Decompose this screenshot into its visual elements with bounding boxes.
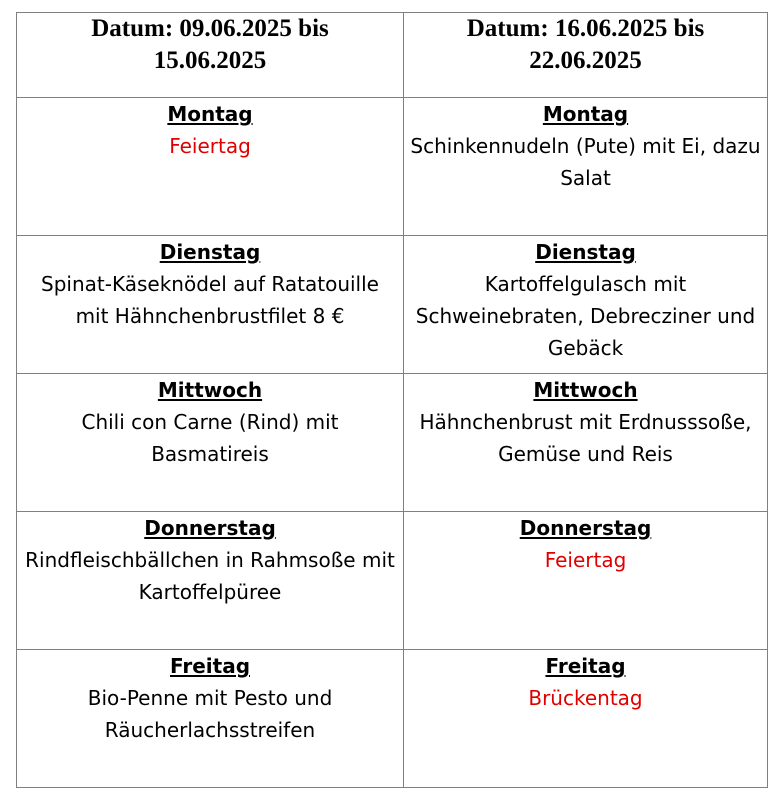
week-2-friday-cell (404, 650, 768, 788)
week-2-monday-cell (404, 98, 768, 236)
day-name: Freitag (169, 654, 251, 678)
week-1-tuesday-cell (17, 236, 404, 374)
day-name: Mittwoch (157, 378, 263, 402)
dish-text: Kartoffelgulasch mit Schweinebraten, Debrecziner und Gebäck (415, 272, 756, 360)
week-1-friday-cell (17, 650, 404, 788)
dish-text: Spinat-Käseknödel auf Ratatouille mit Hähnchenbrustfilet 8 € (41, 272, 379, 328)
day-name: Donnerstag (144, 516, 276, 540)
dish-text: Brückentag (528, 686, 643, 710)
dish-text: Feiertag (544, 548, 627, 572)
dish-text: Hähnchenbrust mit Erdnusssoße, Gemüse und Reis (419, 410, 752, 466)
day-name: Dienstag (159, 240, 261, 264)
weekly-menu-table (16, 12, 768, 788)
dish-text: Feiertag (169, 134, 251, 158)
week-2-wednesday-cell (404, 374, 768, 512)
day-name: Donnerstag (519, 516, 652, 540)
day-row-tuesday (17, 236, 768, 374)
week-2-header-line1: Datum: 16.06.2025 bis (466, 15, 705, 42)
week-2-tuesday-cell (404, 236, 768, 374)
dish-text: Schinkennudeln (Pute) mit Ei, dazu Salat (410, 134, 761, 190)
week-1-thursday-cell (17, 512, 404, 650)
week-1-header-line2: 15.06.2025 (153, 47, 267, 74)
day-row-wednesday (17, 374, 768, 512)
week-1-monday-cell (17, 98, 404, 236)
week-1-header (17, 13, 404, 98)
dish-text: Rindfleischbällchen in Rahmsoße mit Kartoffelpüree (25, 548, 395, 604)
week-2-thursday-cell (404, 512, 768, 650)
header-row (17, 13, 768, 98)
week-2-header (404, 13, 768, 98)
day-name: Mittwoch (533, 378, 638, 402)
day-row-friday (17, 650, 768, 788)
day-row-thursday (17, 512, 768, 650)
dish-text: Chili con Carne (Rind) mit Basmatireis (81, 410, 339, 466)
day-name: Dienstag (535, 240, 636, 264)
week-1-wednesday-cell (17, 374, 404, 512)
day-row-monday (17, 98, 768, 236)
dish-text: Bio-Penne mit Pesto und Räucherlachsstreifen (87, 686, 333, 742)
day-name: Freitag (545, 654, 626, 678)
day-name: Montag (542, 102, 629, 126)
week-1-header-line1: Datum: 09.06.2025 bis (91, 15, 329, 42)
day-name: Montag (167, 102, 253, 126)
week-2-header-line2: 22.06.2025 (529, 47, 642, 74)
